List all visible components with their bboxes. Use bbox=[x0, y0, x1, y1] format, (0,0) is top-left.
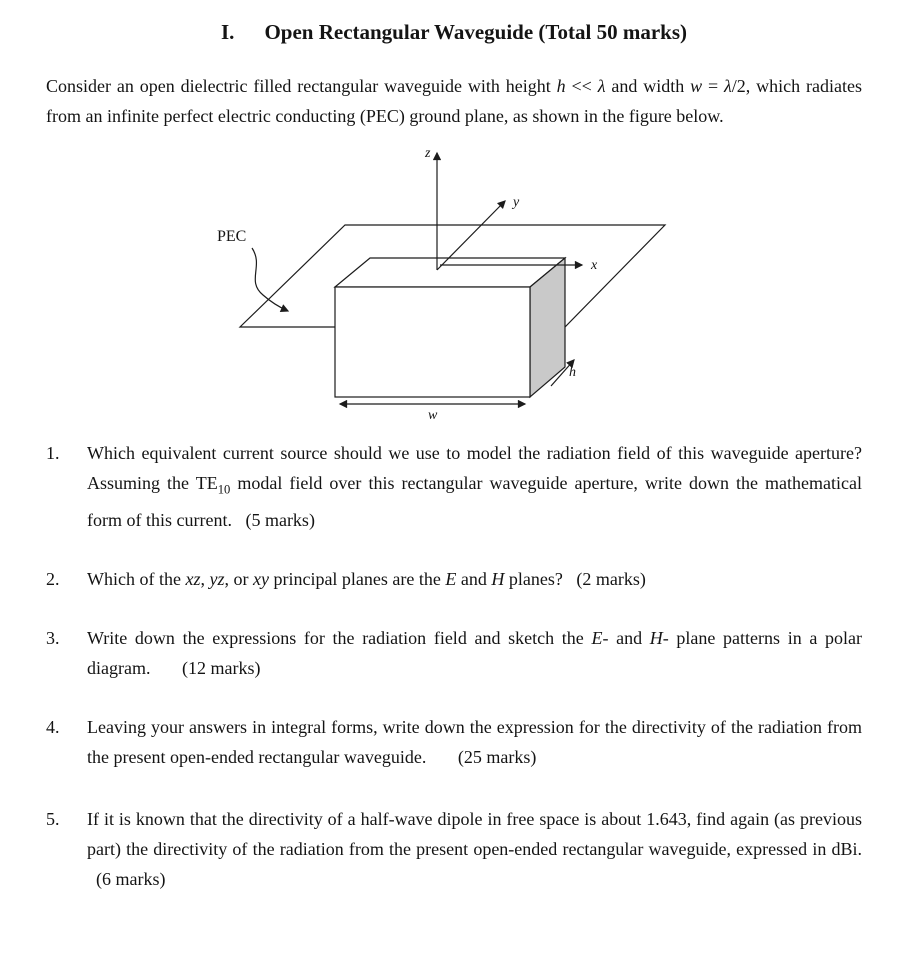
question-item-2 bbox=[46, 564, 862, 594]
width-label: w bbox=[428, 408, 438, 423]
question-item-3 bbox=[46, 623, 862, 683]
question-item-1 bbox=[46, 438, 862, 535]
question-number: 4. bbox=[46, 716, 60, 737]
question-text: If it is known that the directivity of a half-wave dipole in free space is about 1.643, find again (as previous part) the directivity of the radiation from the present open-ended rectangular waveguide, expressed in dBi. (6 marks) bbox=[87, 808, 862, 889]
pec-arrow bbox=[252, 248, 288, 311]
question-number: 5. bbox=[46, 808, 60, 829]
question-number: 2. bbox=[46, 568, 60, 589]
question-item-4 bbox=[46, 712, 862, 772]
question-text: Leaving your answers in integral forms, write down the expression for the directivity of the radiation from the present open-ended rectangular waveguide. (25 marks) bbox=[87, 716, 862, 767]
question-number: 1. bbox=[46, 443, 60, 463]
question-list bbox=[46, 438, 862, 894]
section-numeral: I. bbox=[221, 20, 235, 44]
waveguide-top-face bbox=[335, 258, 565, 287]
x-axis-label: x bbox=[591, 258, 598, 273]
intro-paragraph: Consider an open dielectric filled rectangular waveguide with height h << λ and width w = λ/2, which radiates from an infinite perfect electric conducting (PEC) ground plane, as shown in the figure below. bbox=[46, 76, 862, 126]
question-item-5 bbox=[46, 804, 862, 894]
height-label: h bbox=[569, 365, 576, 380]
z-axis-label: z bbox=[425, 146, 431, 161]
waveguide-figure bbox=[215, 139, 675, 424]
question-number: 3. bbox=[46, 627, 60, 648]
section-title-text: Open Rectangular Waveguide (Total 50 marks) bbox=[264, 20, 687, 44]
figure-canvas bbox=[215, 139, 675, 424]
section-title bbox=[46, 20, 862, 45]
pec-label: PEC bbox=[217, 228, 247, 245]
question-text: Which of the xz, yz, or xy principal planes are the E and H planes? (2 marks) bbox=[87, 568, 646, 589]
waveguide-front-face bbox=[335, 287, 530, 397]
y-axis-label: y bbox=[513, 195, 520, 210]
question-text: Which equivalent current source should we use to model the radiation field of this waveguide aperture? Assuming the $TE_{10}$ modal field over this rectangular waveguide aperture, write down the mathematical form of this current. (5 marks) bbox=[87, 443, 863, 530]
question-text: Write down the expressions for the radiation field and sketch the E- and H- plane patterns in a polar diagram. (12 marks) bbox=[87, 627, 862, 678]
